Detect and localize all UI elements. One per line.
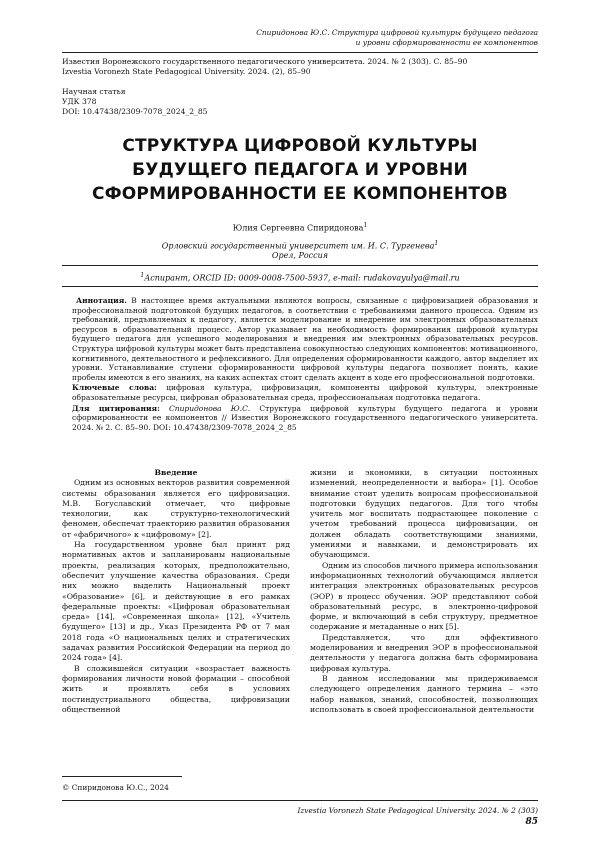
title-line3: СФОРМИРОВАННОСТИ ЕЕ КОМПОНЕНТОВ: [92, 184, 508, 204]
city: Орел, Россия: [271, 251, 329, 260]
citation: [72, 404, 538, 433]
affiliation-sup: 1: [434, 240, 439, 247]
citation-text: Структура цифровой культуры будущего педагога и уровни сформированности ее компонентов // Известия Воронежского государственного педагогического университета. 2024. № 2. С. 85–90. DOI: 10.47438/2309-7078_2024_2_85: [72, 403, 539, 432]
author-name: [62, 220, 538, 234]
running-header: [208, 28, 538, 48]
running-header-line1: Спиридонова Ю.С. Структура цифровой культуры будущего педагога: [256, 28, 538, 37]
paragraph: Одним из способов личного примера использования информационных технологий обучающимся является интеграция электронных образовательных ресурсов (ЭОР) в процесс обучения. ЭОР представляют собой образовательный ресурс, в электронно-цифровой форме, и включающий в себя структуру, предметное содержание и метаданные о них [5].: [310, 560, 538, 632]
footer-rule: [62, 800, 538, 801]
author-note-sup: 1: [140, 272, 145, 279]
body-left-column: [62, 468, 290, 715]
citation-label: Для цитирования:: [72, 403, 160, 413]
author-rule: [62, 265, 538, 266]
copyright-footnote: © Спиридонова Ю.С., 2024: [62, 783, 169, 792]
abstract: [72, 296, 538, 382]
footer-journal: Izvestia Voronezh State Pedagogical University. 2024. № 2 (303): [297, 806, 538, 815]
author-note: [62, 270, 538, 284]
running-header-line2: и уровни сформированности ее компонентов: [355, 38, 538, 47]
journal-ru: Известия Воронежского государственного педагогического университета. 2024. № 2 (303). С. 85–90: [62, 57, 468, 66]
header-rule: [62, 52, 538, 53]
udc: УДК 378: [62, 97, 97, 106]
page-number: 85: [525, 817, 538, 827]
paragraph: В сложившейся ситуации «возрастает важность формирования личности новой формации – способной жить и проявлять себя в условиях постиндустриального общества, цифровизации общественной: [62, 663, 290, 714]
journal-en: Izvestia Voronezh State Pedagogical University. 2024. (2), 85–90: [62, 67, 311, 76]
abstract-label: Аннотация.: [76, 296, 127, 305]
doi: DOI: 10.47438/2309-7078_2024_2_85: [62, 107, 208, 116]
article-type: Научная статья: [62, 87, 126, 96]
paragraph: Представляется, что для эффективного моделирования и внедрения ЭОР в профессиональной деятельности у педагога должна быть сформирована цифровая культура.: [310, 632, 538, 673]
body-right-column: [310, 468, 538, 715]
author-note-text: Аспирант, ORCID ID: 0009-0008-7500-5937, e-mail: rudakovayulya@mail.ru: [144, 273, 460, 283]
paragraph: В данном исследовании мы придерживаемся следующего определения данного термина – «это набор навыков, знаний, способностей, позволяющих использовать в своей профессиональной деятельности: [310, 673, 538, 714]
author-name-text: Юлия Сергеевна Спиридонова: [232, 223, 364, 233]
author-rule-bottom: [62, 286, 538, 287]
paragraph: Одним из основных векторов развития современной системы образования является его цифровизация. М.В. Богуславский отмечает, что цифровые технологии, как структурно-технологический феномен, обеспечат траекторию развития образования от «фабричного» к «цифровому» [2].: [62, 478, 290, 539]
paragraph: На государственном уровне был принят ряд нормативных актов и запланированы национальные проекты, реализация которых, предположительно, обеспечит улучшение качества образования. Среди них можно выделить Национальный проект «Образование» [6], и действующие в его рамках федеральные проекты: «Цифровая образовательная среда» [14], «Современная школа» [12], «Учитель будущего» [13] и др., Указ Президента РФ от 7 мая 2018 года «О национальных целях и стратегических задачах развития Российской Федерации на период до 2024 года» [4].: [62, 540, 290, 663]
footnote-rule: [62, 776, 182, 777]
keywords-text: цифровая культура, цифровизация, компоненты цифровой культуры, электронные образовательные ресурсы, цифровая образовательная среда, профессиональная подготовка педагога.: [72, 383, 538, 402]
citation-author: Спиридонова Ю.С.: [169, 403, 251, 413]
keywords-label: Ключевые слова:: [72, 383, 157, 393]
title-line1: СТРУКТУРА ЦИФРОВОЙ КУЛЬТУРЫ: [122, 136, 478, 156]
keywords: [72, 383, 538, 402]
article-title: [62, 134, 538, 206]
affiliation-text: Орловский государственный университет им. И. С. Тургенева: [161, 241, 435, 251]
intro-heading: Введение: [154, 468, 198, 477]
article-meta: [62, 87, 538, 117]
author-sup: 1: [363, 222, 368, 229]
abstract-text: В настоящее время актуальными являются вопросы, связанные с цифровизацией образования и профессиональной подготовкой будущих педагогов, в соответствии с требованиями данного процесса. Одним из требований, предъявляемых к педагогу, является моделирование и внедрение им электронных образовательных ресурсов в образовательный процесс. Автор указывает на необходимость формирования цифровой культуры будущего педагога для успешного моделирования и внедрения им электронных образовательных ресурсов. Структура цифровой культуры может быть представлена совокупностью следующих компонентов: мотивационного, когнитивного, деятельностного и рефлексивного. Для определения сформированности каждого, автор выделяет их уровни. Устанавливание ступени сформированности цифровой культуры педагога позволяет понять, какие пробелы имеются в его знаниях, на каких аспектах стоит сделать акцент в ходе его профессиональной подготовки.: [72, 296, 538, 382]
journal-info: [62, 57, 538, 77]
title-line2: БУДУЩЕГО ПЕДАГОГА И УРОВНИ: [132, 160, 468, 180]
abstract-block: [72, 296, 538, 432]
paragraph: жизни и экономики, в ситуации постоянных изменений, неопределенности и выбора» [1]. Особое внимание стоит уделить вопросам профессиональной подготовки будущих педагогов. Для того чтобы учитель мог воспитать подрастающее поколение с учетом требований процесса цифровизации, он должен обладать соответствующими знаниями, умениями и навыками, и демонстрировать их обучающимся.: [310, 468, 538, 560]
